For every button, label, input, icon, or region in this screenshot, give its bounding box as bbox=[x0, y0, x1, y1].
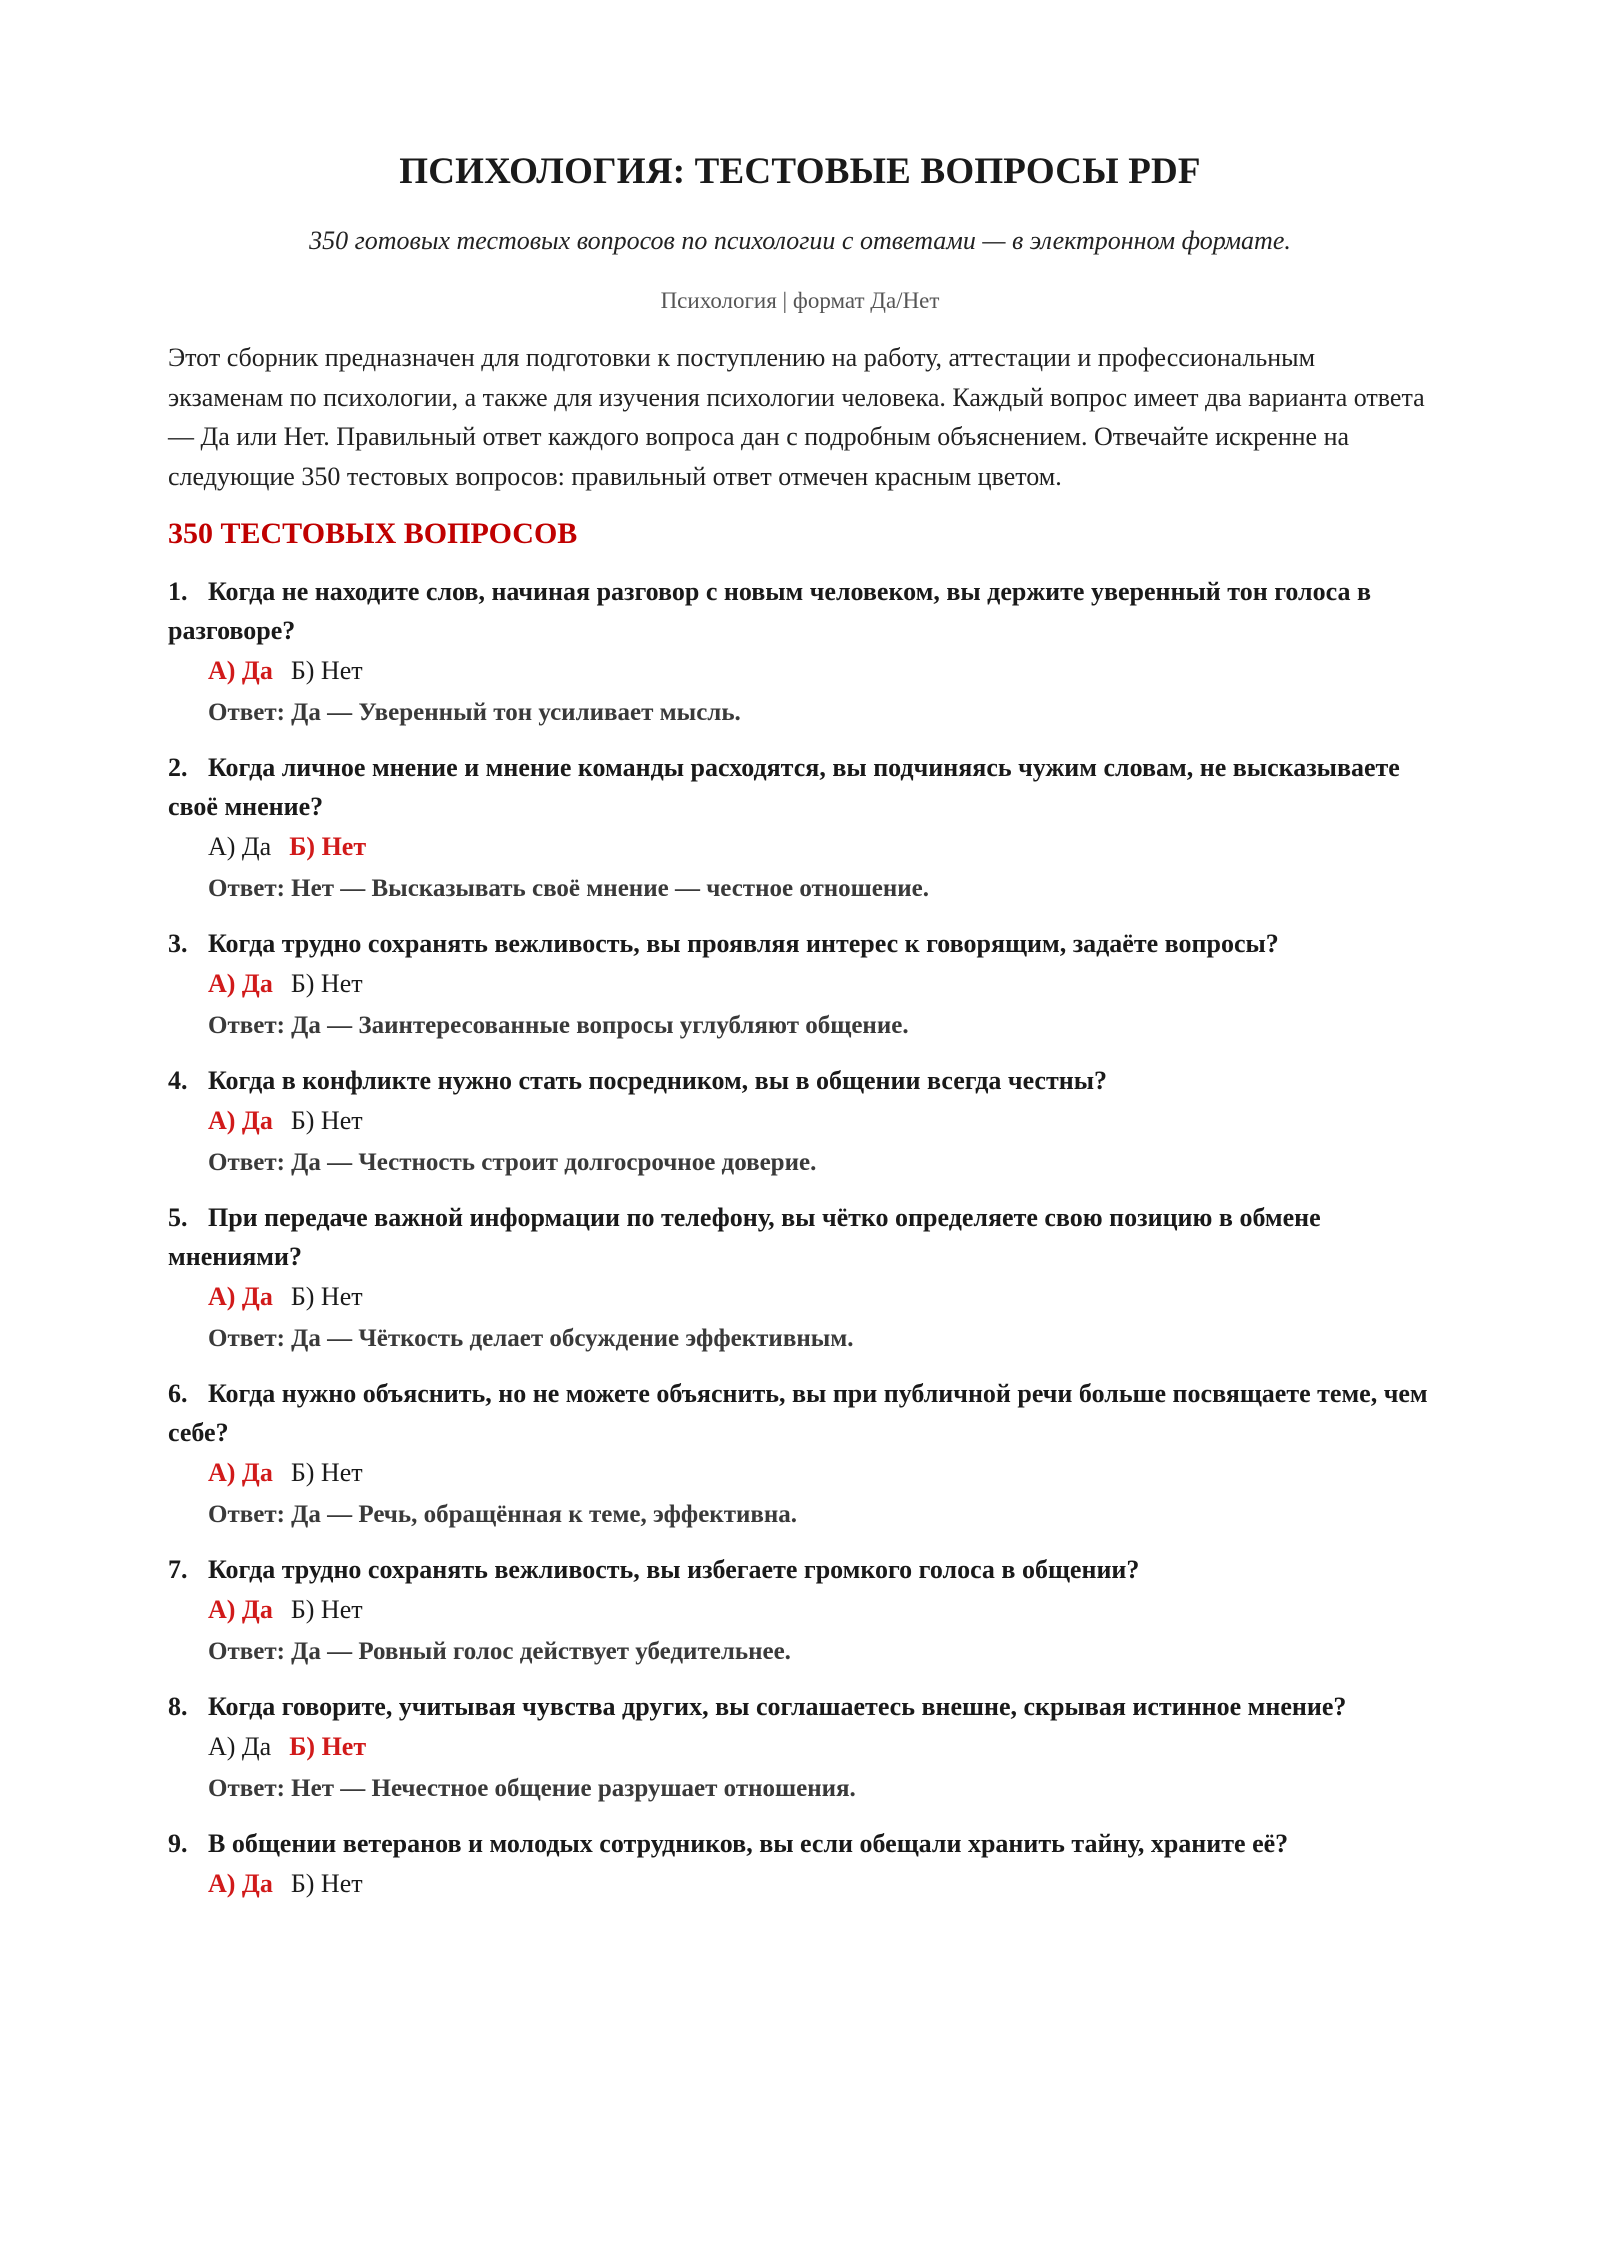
question-item bbox=[168, 1061, 1432, 1184]
question-number: 3. bbox=[168, 929, 188, 958]
intro-paragraph: Этот сборник предназначен для подготовки к поступлению на работу, аттестации и профессиональным экзаменам по психологии, а также для изучения психологии человека. Каждый вопрос имеет два варианта ответа — Да или Нет. Правильный ответ каждого вопроса дан с подробным объяснением. Отвечайте искренне на следующие 350 тестовых вопросов: правильный ответ отмечен красным цветом. bbox=[168, 343, 1425, 491]
answer-explanation: Ответ: Да — Речь, обращённая к теме, эффективна. bbox=[208, 1501, 798, 1528]
answer-options bbox=[168, 1276, 1432, 1318]
question-item bbox=[168, 572, 1432, 734]
question-text bbox=[168, 748, 1432, 826]
answer-explanation: Ответ: Нет — Нечестное общение разрушает отношения. bbox=[208, 1775, 856, 1802]
option-a: А) Да bbox=[208, 656, 273, 685]
question-number: 6. bbox=[168, 1379, 188, 1408]
answer-options bbox=[168, 1589, 1432, 1631]
option-a: А) Да bbox=[208, 969, 273, 998]
option-a: А) Да bbox=[208, 1732, 272, 1761]
answer-options bbox=[168, 650, 1432, 692]
question-item bbox=[168, 1550, 1432, 1673]
option-b: Б) Нет bbox=[289, 1732, 367, 1761]
option-b: Б) Нет bbox=[290, 1106, 363, 1135]
question-item bbox=[168, 1687, 1432, 1810]
document-title: ПСИХОЛОГИЯ: ТЕСТОВЫЕ ВОПРОСЫ PDF bbox=[399, 151, 1201, 192]
question-text bbox=[168, 1687, 1432, 1726]
answer-options bbox=[168, 963, 1432, 1005]
question-text bbox=[168, 1824, 1432, 1863]
answer-explanation: Ответ: Да — Чёткость делает обсуждение эффективным. bbox=[208, 1325, 854, 1352]
option-b: Б) Нет bbox=[290, 656, 363, 685]
document-subtitle: 350 готовых тестовых вопросов по психологии с ответами — в электронном формате. bbox=[309, 226, 1291, 255]
option-b: Б) Нет bbox=[290, 1458, 363, 1487]
answer-options bbox=[168, 1100, 1432, 1142]
question-number: 8. bbox=[168, 1692, 188, 1721]
question-label: Когда говорите, учитывая чувства других, вы соглашаетесь внешне, скрывая истинное мнение? bbox=[208, 1692, 1347, 1721]
answer-options bbox=[168, 1726, 1432, 1768]
question-item bbox=[168, 1824, 1432, 1905]
answer-options bbox=[168, 1863, 1432, 1905]
option-a: А) Да bbox=[208, 1282, 273, 1311]
question-label: Когда личное мнение и мнение команды расходятся, вы подчиняясь чужим словам, не высказываете своё мнение? bbox=[168, 753, 1400, 821]
option-b: Б) Нет bbox=[290, 1869, 363, 1898]
question-item bbox=[168, 1374, 1432, 1536]
option-a: А) Да bbox=[208, 1595, 273, 1624]
question-text bbox=[168, 924, 1432, 963]
answer-options bbox=[168, 826, 1432, 868]
question-label: При передаче важной информации по телефону, вы чётко определяете свою позицию в обмене мнениями? bbox=[168, 1203, 1321, 1271]
option-b: Б) Нет bbox=[289, 832, 367, 861]
question-number: 1. bbox=[168, 577, 188, 606]
answer-explanation: Ответ: Да — Ровный голос действует убедительнее. bbox=[208, 1638, 791, 1665]
option-b: Б) Нет bbox=[290, 1282, 363, 1311]
answer-explanation: Ответ: Да — Уверенный тон усиливает мысль. bbox=[208, 699, 741, 726]
option-b: Б) Нет bbox=[290, 969, 363, 998]
question-number: 2. bbox=[168, 753, 188, 782]
answer-explanation: Ответ: Да — Заинтересованные вопросы углубляют общение. bbox=[208, 1012, 909, 1039]
section-heading: 350 ТЕСТОВЫХ ВОПРОСОВ bbox=[168, 517, 578, 550]
option-a: А) Да bbox=[208, 1458, 273, 1487]
question-text bbox=[168, 1374, 1432, 1452]
question-label: В общении ветеранов и молодых сотрудников, вы если обещали хранить тайну, храните её? bbox=[208, 1829, 1289, 1858]
question-label: Когда в конфликте нужно стать посредником, вы в общении всегда честны? bbox=[208, 1066, 1108, 1095]
question-number: 5. bbox=[168, 1203, 188, 1232]
question-label: Когда трудно сохранять вежливость, вы проявляя интерес к говорящим, задаёте вопросы? bbox=[208, 929, 1279, 958]
question-label: Когда нужно объяснить, но не можете объяснить, вы при публичной речи больше посвящаете теме, чем себе? bbox=[168, 1379, 1428, 1447]
question-text bbox=[168, 572, 1432, 650]
question-list bbox=[168, 572, 1432, 1905]
option-b: Б) Нет bbox=[290, 1595, 363, 1624]
question-number: 7. bbox=[168, 1555, 188, 1584]
document-meta: Психология | формат Да/Нет bbox=[660, 288, 940, 313]
question-item bbox=[168, 748, 1432, 910]
question-number: 9. bbox=[168, 1829, 188, 1858]
question-number: 4. bbox=[168, 1066, 188, 1095]
question-item bbox=[168, 1198, 1432, 1360]
question-text bbox=[168, 1198, 1432, 1276]
question-text bbox=[168, 1550, 1432, 1589]
question-item bbox=[168, 924, 1432, 1047]
answer-options bbox=[168, 1452, 1432, 1494]
question-label: Когда трудно сохранять вежливость, вы избегаете громкого голоса в общении? bbox=[208, 1555, 1140, 1584]
question-label: Когда не находите слов, начиная разговор с новым человеком, вы держите уверенный тон голоса в разговоре? bbox=[168, 577, 1371, 645]
option-a: А) Да bbox=[208, 1106, 273, 1135]
option-a: А) Да bbox=[208, 832, 272, 861]
question-text bbox=[168, 1061, 1432, 1100]
answer-explanation: Ответ: Нет — Высказывать своё мнение — честное отношение. bbox=[208, 875, 930, 902]
answer-explanation: Ответ: Да — Честность строит долгосрочное доверие. bbox=[208, 1149, 817, 1176]
option-a: А) Да bbox=[208, 1869, 273, 1898]
